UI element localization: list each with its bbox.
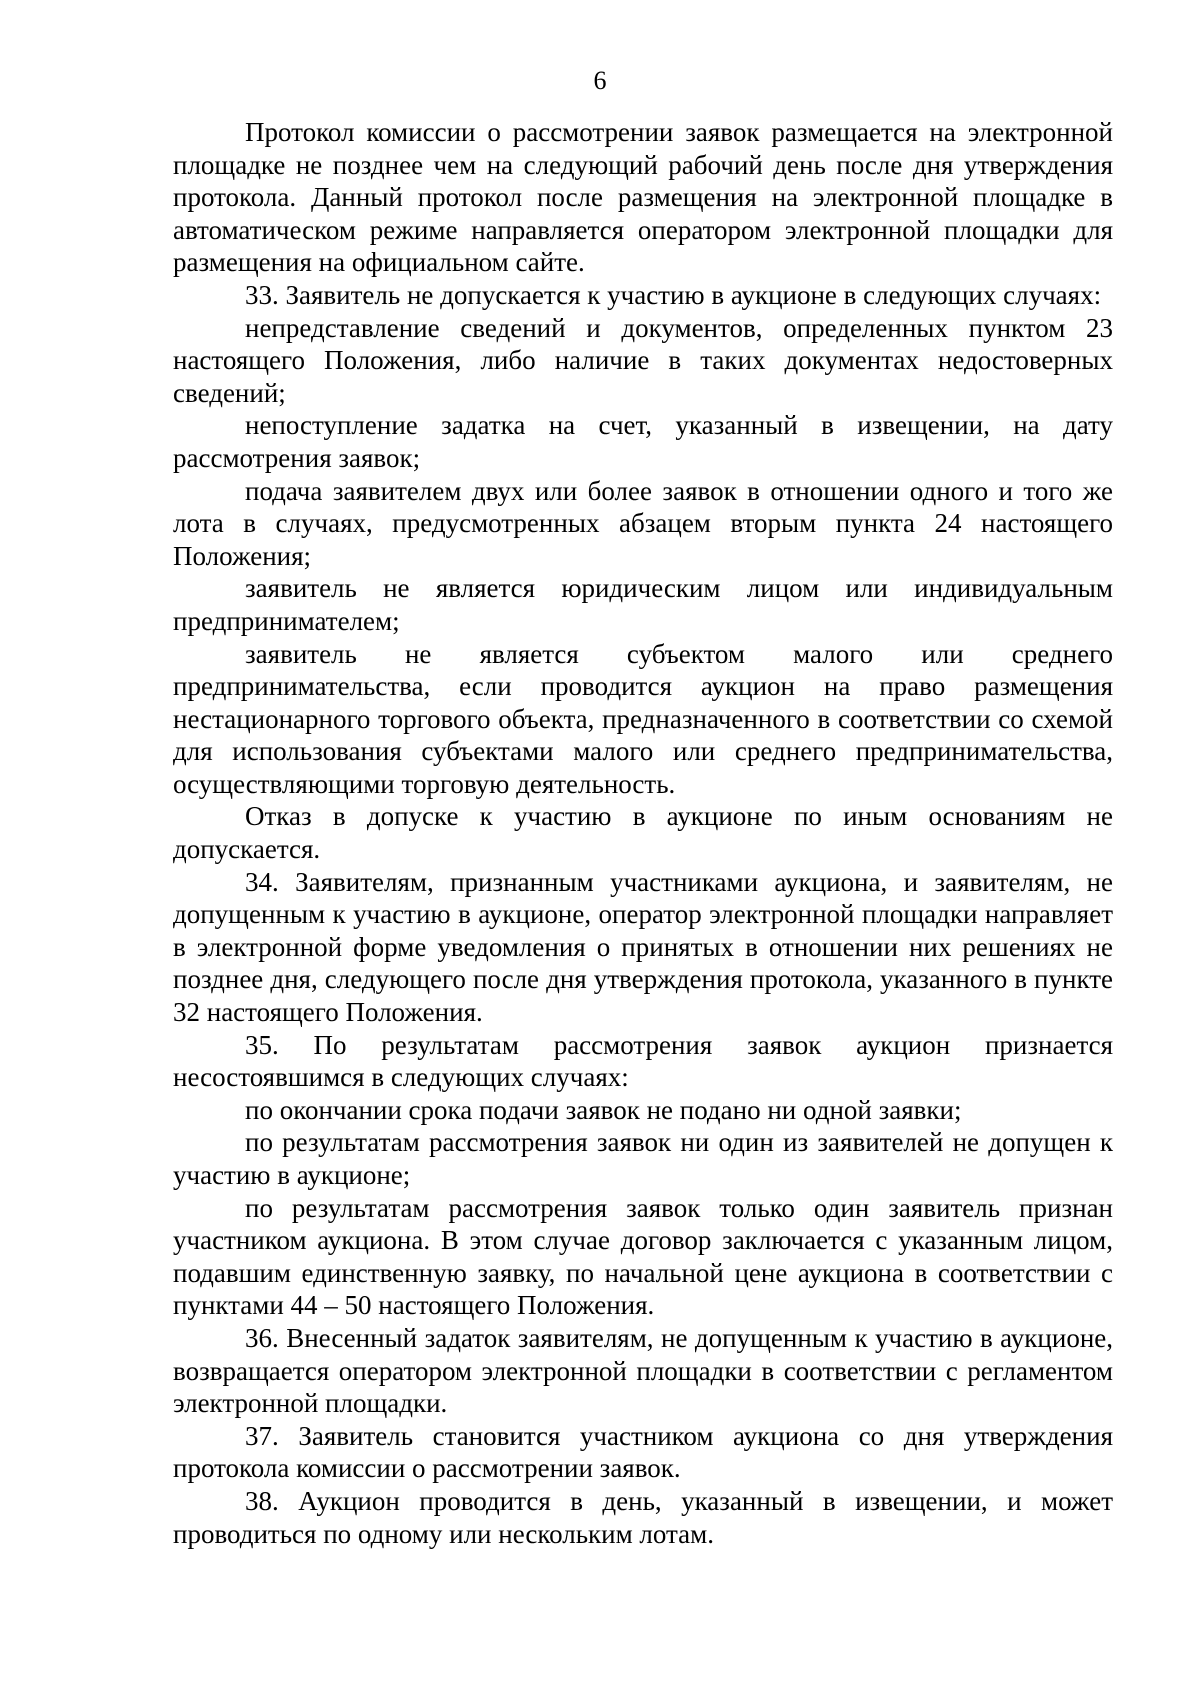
paragraph-protocol-publication: Протокол комиссии о рассмотрении заявок размещается на электронной площадке не позднее чем на следующий рабочий день после дня утверждения протокола. Данный протокол после размещения на электронной площадке в автоматическом режиме направляется оператором электронной площадки для размещения на официальном сайте. (173, 117, 1113, 278)
paragraph-35-none-admitted: по результатам рассмотрения заявок ни один из заявителей не допущен к участию в аукционе; (173, 1127, 1113, 1190)
paragraph-33-not-legal-entity: заявитель не является юридическим лицом или индивидуальным предпринимателем; (173, 573, 1113, 636)
paragraph-33-not-small-business: заявитель не является субъектом малого или среднего предпринимательства, если проводится аукцион на право размещения нестационарного торгового объекта, предназначенного в соответствии со схемой для использования субъектами малого или среднего предпринимательства, осуществляющими торговую деятельность. (173, 638, 1113, 799)
paragraph-35-single-participant: по результатам рассмотрения заявок только один заявитель признан участником аукциона. В этом случае договор заключается с указанным лицом, подавшим единственную заявку, по начальной цене аукциона в соответствии с пунктами 44 – 50 настоящего Положения. (173, 1192, 1113, 1321)
paragraph-38: 38. Аукцион проводится в день, указанный в извещении, и может проводиться по одному или нескольким лотам. (173, 1485, 1113, 1549)
paragraph-33-multiple-bids: подача заявителем двух или более заявок в отношении одного и того же лота в случаях, предусмотренных абзацем вторым пункта 24 настоящего Положения; (173, 475, 1113, 571)
paragraph-33-no-deposit: непоступление задатка на счет, указанный в извещении, на дату рассмотрения заявок; (173, 410, 1113, 473)
paragraph-33-missing-documents: непредставление сведений и документов, определенных пунктом 23 настоящего Положения, либо наличие в таких документах недостоверных сведений; (173, 312, 1113, 408)
paragraph-33-no-other-grounds: Отказ в допуске к участию в аукционе по иным основаниям не допускается. (173, 801, 1113, 865)
paragraph-35-no-bids: по окончании срока подачи заявок не подано ни одной заявки; (245, 1094, 962, 1125)
paragraph-37: 37. Заявитель становится участником аукциона со дня утверждения протокола комиссии о рассмотрении заявок. (173, 1420, 1113, 1484)
paragraph-34: 34. Заявителям, признанным участниками аукциона, и заявителям, не допущенным к участию в аукционе, оператор электронной площадки направляет в электронной форме уведомления о принятых в отношении них решениях не позднее дня, следующего после дня утверждения протокола, указанного в пункте 32 настоящего Положения. (173, 866, 1113, 1028)
page-number: 6 (593, 66, 607, 95)
paragraph-36: 36. Внесенный задаток заявителям, не допущенным к участию в аукционе, возвращается оператором электронной площадки в соответствии с регламентом электронной площадки. (173, 1322, 1113, 1419)
paragraph-35-intro: 35. По результатам рассмотрения заявок аукцион признается несостоявшимся в следующих случаях: (173, 1029, 1113, 1093)
paragraph-33-intro: 33. Заявитель не допускается к участию в аукционе в следующих случаях: (245, 279, 1102, 310)
document-body (173, 116, 1113, 1550)
